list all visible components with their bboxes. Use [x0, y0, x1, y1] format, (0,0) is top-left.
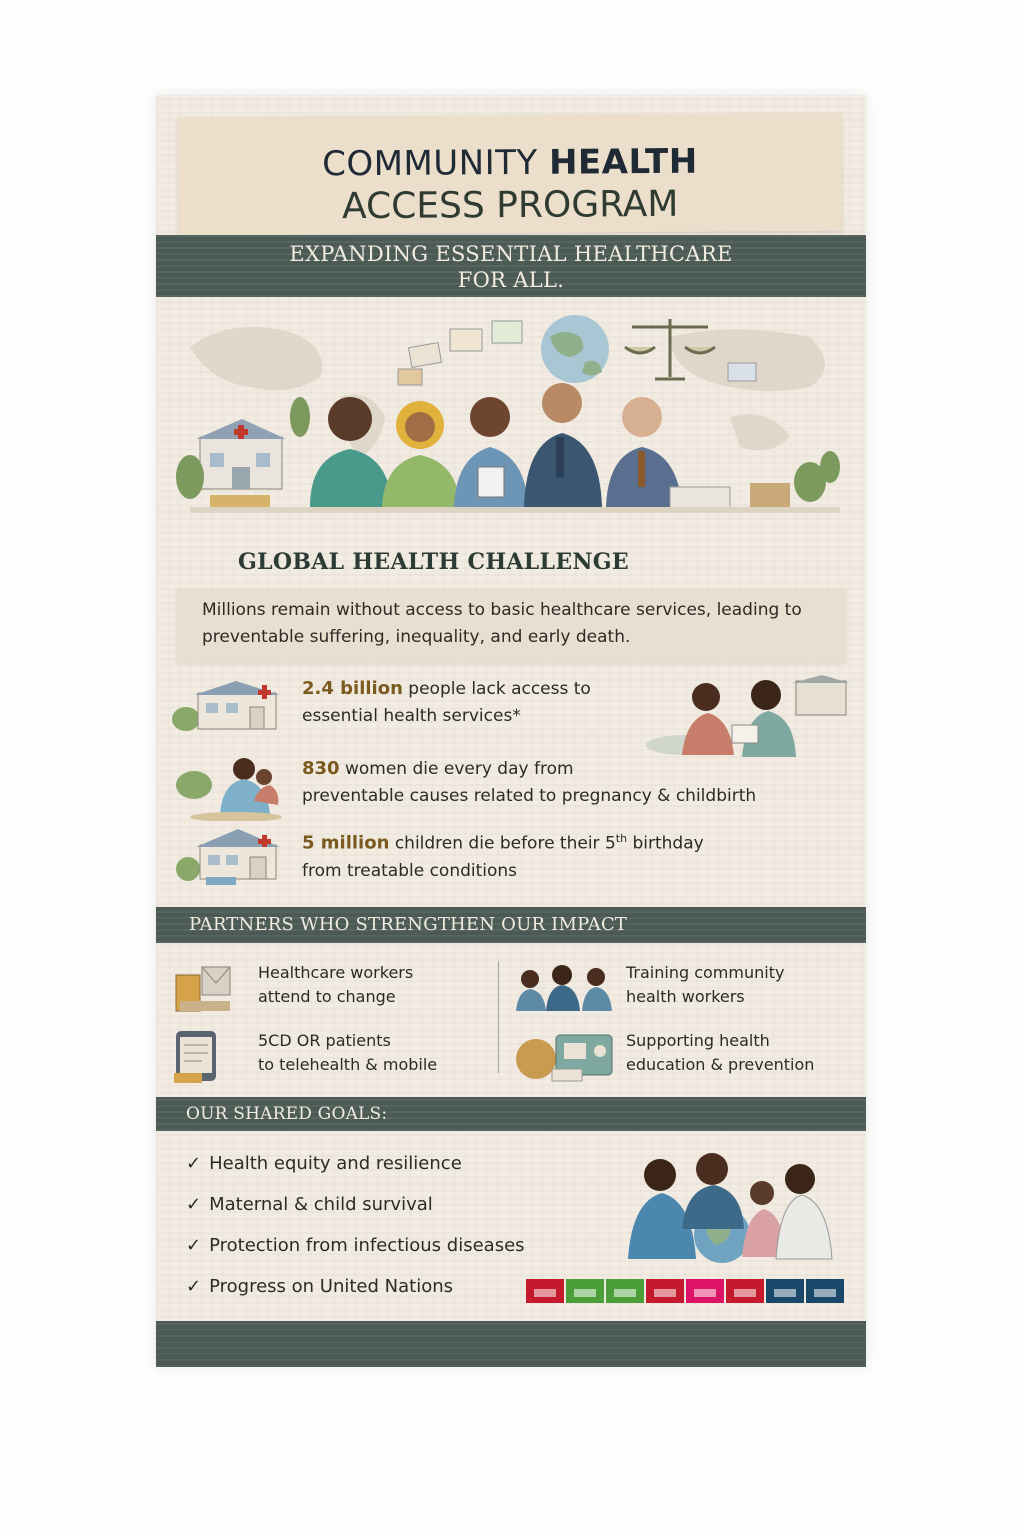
partner-item	[512, 961, 852, 1021]
partner-text	[258, 961, 518, 1009]
partners-heading: PARTNERS WHO STRENGTHEN OUR IMPACT	[189, 914, 628, 935]
title-word-community: COMMUNITY	[322, 142, 538, 185]
page-subtitle: ACCESS PROGRAM	[341, 183, 679, 228]
hero-illustration	[170, 307, 852, 527]
sdg-goal-glyph	[814, 1289, 836, 1297]
stat-description-line2: essential health services*	[302, 706, 521, 726]
sdg-goal-glyph	[734, 1289, 756, 1297]
partner-item	[172, 961, 512, 1021]
footer-band	[156, 1321, 866, 1367]
sdg-goal-glyph	[654, 1289, 676, 1297]
page-title	[178, 141, 842, 186]
stat-description-line2: preventable causes related to pregnancy & childbirth	[302, 786, 757, 806]
hospital-icon	[166, 825, 296, 891]
tagline-banner	[156, 235, 866, 297]
partner-line1: 5CD OR patients	[258, 1031, 391, 1050]
intro-text: Millions remain without access to basic healthcare services, leading to preventable suffering, inequality, and early death.	[202, 600, 802, 647]
sdg-goal-glyph	[694, 1289, 716, 1297]
goal-item	[186, 1235, 525, 1256]
goal-text: Maternal & child survival	[209, 1194, 433, 1215]
tagline-line-2: FOR ALL.	[457, 268, 565, 292]
title-word-health: HEALTH	[548, 141, 698, 183]
partner-item	[172, 1029, 512, 1089]
family-globe-illustration	[622, 1149, 838, 1267]
sdg-goal-glyph	[614, 1289, 636, 1297]
clinic-icon	[166, 675, 296, 741]
checkmark-icon: ✓	[186, 1153, 202, 1174]
stat-number: 5 million	[302, 832, 390, 854]
partner-item	[512, 1029, 852, 1089]
stat-text	[302, 825, 852, 885]
goal-item	[186, 1276, 453, 1297]
partner-text	[258, 1029, 518, 1077]
partner-text	[626, 961, 850, 1009]
mother-nurse-illustration	[646, 675, 856, 761]
mailbox-icon	[172, 961, 240, 1017]
stat-description: people lack access to	[402, 679, 591, 699]
partner-line1: Training community	[626, 963, 785, 982]
partner-line1: Healthcare workers	[258, 963, 414, 982]
stat-number: 2.4 billion	[302, 678, 403, 699]
partner-line2: health workers	[626, 987, 745, 1006]
goal-item	[186, 1194, 433, 1215]
sdg-goal-glyph	[574, 1289, 596, 1297]
mother-child-icon	[166, 755, 296, 821]
world-map-icon	[190, 327, 825, 457]
tablet-icon	[172, 1029, 240, 1085]
poster	[156, 95, 866, 1367]
goal-text: Protection from infectious diseases	[209, 1235, 525, 1256]
stat-description: children die before their 5	[389, 833, 616, 854]
goal-text: Health equity and resilience	[209, 1153, 462, 1174]
checkmark-icon: ✓	[186, 1235, 202, 1256]
stat-description-line2: from treatable conditions	[302, 860, 518, 881]
ground-line	[190, 507, 840, 513]
sdg-goal-glyph	[774, 1289, 796, 1297]
partner-line2: to telehealth & mobile	[258, 1055, 438, 1074]
partner-line2: education & prevention	[626, 1055, 815, 1074]
intro-box	[176, 589, 846, 663]
partner-text	[626, 1029, 856, 1077]
partners-banner	[156, 907, 866, 943]
checkmark-icon: ✓	[186, 1276, 202, 1297]
checkmark-icon: ✓	[186, 1194, 202, 1215]
goals-banner	[156, 1097, 866, 1131]
goal-text: Progress on United Nations	[209, 1276, 453, 1297]
goals-heading: OUR SHARED GOALS:	[186, 1104, 388, 1124]
stat-superscript: th	[615, 832, 628, 845]
title-card	[178, 113, 843, 236]
globe-icon	[541, 315, 609, 383]
stat-number: 830	[302, 758, 340, 779]
partner-line1: Supporting health	[626, 1031, 770, 1050]
tagline-line-1: EXPANDING ESSENTIAL HEALTHCARE	[289, 242, 733, 266]
stat-description-end: birthday	[627, 833, 704, 854]
stat-text	[302, 755, 852, 810]
health-workers-icon	[512, 961, 622, 1017]
stat-item	[166, 755, 856, 821]
stat-item	[166, 825, 856, 891]
sdg-icons-strip	[526, 1279, 846, 1303]
goal-item	[186, 1153, 462, 1174]
partner-line2: attend to change	[258, 987, 396, 1006]
education-kit-icon	[512, 1029, 622, 1085]
section-heading-challenge: GLOBAL HEALTH CHALLENGE	[238, 549, 629, 575]
sdg-goal-glyph	[534, 1289, 556, 1297]
clinic-building-icon	[196, 419, 286, 489]
stat-description: women die every day from	[339, 759, 574, 779]
